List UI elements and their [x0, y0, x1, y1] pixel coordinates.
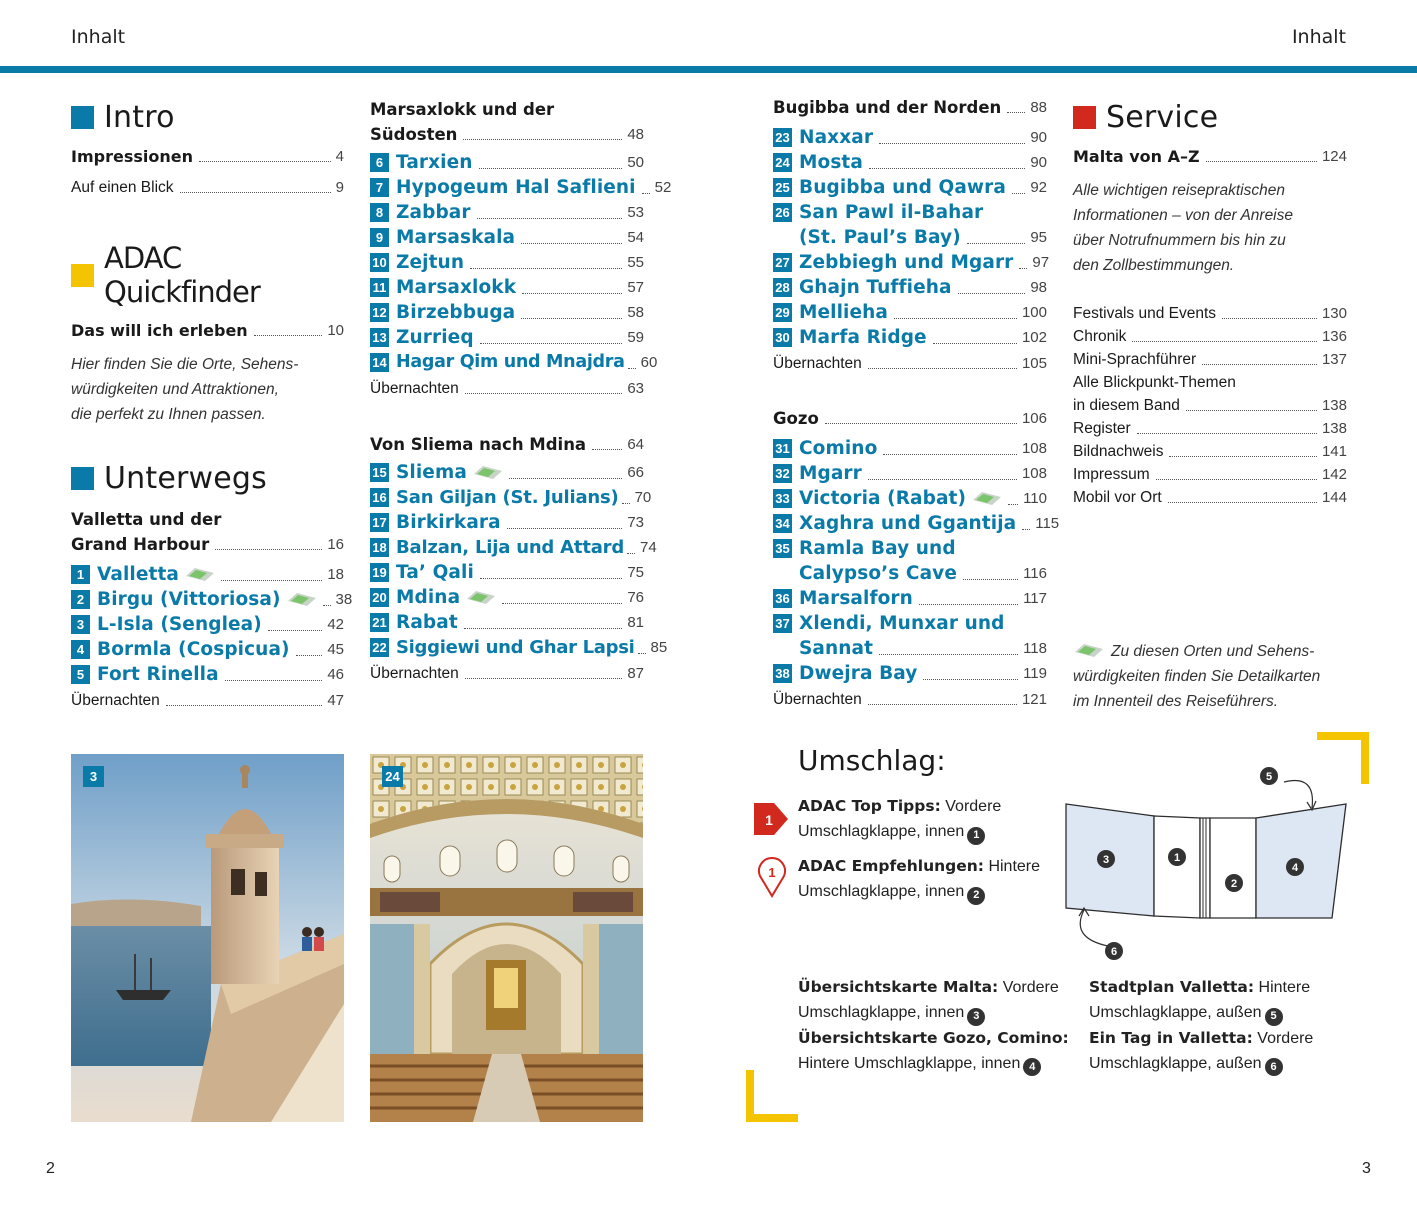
toc-row[interactable]: Mini-Sprachführer 137	[1073, 351, 1347, 368]
detail-map-icon	[473, 463, 503, 481]
diagram-number: 2	[1230, 878, 1238, 890]
toc-entry[interactable]: 3 L-Isla (Senglea) 42	[71, 612, 344, 637]
empfehlung-pin-icon	[756, 856, 788, 898]
cover-item-valletta: Stadtplan Valletta: Hintere Umschlagklappe, außen 5 Ein Tag in Valletta: Vordere Umschlagklappe, außen 6	[1089, 975, 1313, 1076]
photo-senglea-watchtower	[71, 754, 344, 1122]
corner-mark-bottom-left	[746, 1070, 798, 1122]
header-rule	[0, 66, 1417, 73]
rotunda-illustration	[370, 754, 643, 1122]
toc-entry[interactable]: 6 Tarxien 50	[370, 150, 644, 175]
toc-entry[interactable]: 31 Comino 108	[773, 436, 1047, 461]
umschlag-title: Umschlag:	[798, 744, 946, 777]
toc-row[interactable]: Festivals und Events 130	[1073, 305, 1347, 322]
toc-entry[interactable]: 27 Zebbiegh und Mgarr 97	[773, 250, 1047, 275]
toc-entry[interactable]: 19 Ta’ Qali 75	[370, 560, 644, 585]
toc-row[interactable]: Malta von A–Z 124	[1073, 147, 1347, 166]
toc-entry[interactable]: 17 Birkirkara 73	[370, 510, 644, 535]
page-number-right: 3	[1362, 1160, 1371, 1177]
cover-number-badge: 6	[1265, 1058, 1283, 1076]
map-legend-note: Zu diesen Orten und Sehens- würdigkeiten finden Sie Detailkarten im Innenteil des Reiseführers.	[1073, 643, 1321, 710]
top-tipp-marker-number: 1	[765, 812, 773, 828]
toc-row[interactable]: Übernachten 63	[370, 380, 644, 397]
cover-number-badge: 2	[967, 887, 985, 905]
diagram-number: 1	[1173, 852, 1181, 864]
toc-entry[interactable]: 1 Valletta 18	[71, 562, 344, 587]
cover-number-badge: 1	[967, 827, 985, 845]
toc-row[interactable]: Mobil vor Ort 144	[1073, 489, 1347, 506]
detail-map-icon	[287, 590, 317, 608]
toc-entry[interactable]: 37 Xlendi, Munxar und	[773, 611, 1047, 636]
cover-number-badge: 4	[1023, 1058, 1041, 1076]
section-heading-quickfinder: ADAC Quickfinder	[71, 241, 344, 309]
section-heading-intro: Intro	[71, 100, 344, 135]
diagram-number: 5	[1265, 771, 1273, 783]
toc-column-1	[71, 96, 353, 712]
cover-item-maps: Übersichtskarte Malta: Vordere Umschlagklappe, innen 3 Übersichtskarte Gozo, Comino: Hintere Umschlagklappe, innen 4	[798, 975, 1069, 1076]
toc-row[interactable]: Register 138	[1073, 420, 1347, 437]
toc-entry[interactable]: 4 Bormla (Cospicua) 45	[71, 637, 344, 662]
toc-entry[interactable]: 21 Rabat 81	[370, 610, 644, 635]
toc-column-3	[773, 96, 1060, 711]
toc-entry-continued[interactable]: (St. Paul’s Bay) 95	[799, 227, 1047, 248]
toc-row[interactable]: Impressionen 4	[71, 147, 344, 166]
toc-entry[interactable]: 2 Birgu (Vittoriosa) 38	[71, 587, 344, 612]
cover-fold-diagram	[1058, 760, 1358, 965]
toc-entry[interactable]: 32 Mgarr 108	[773, 461, 1047, 486]
section-square-icon	[71, 264, 94, 287]
photo-mosta-rotunda	[370, 754, 643, 1122]
toc-region-row[interactable]: Südosten 48	[370, 125, 644, 144]
toc-region-row[interactable]: Grand Harbour 16	[71, 535, 344, 554]
toc-entry[interactable]: 9 Marsaskala 54	[370, 225, 644, 250]
toc-entry[interactable]: 20 Mdina 76	[370, 585, 644, 610]
diagram-number: 3	[1102, 854, 1110, 866]
toc-row[interactable]: Chronik 136	[1073, 328, 1347, 345]
toc-row-line[interactable]: Alle Blickpunkt-Themen	[1073, 374, 1236, 391]
region-title-line: Valletta und der	[71, 510, 222, 529]
service-description: Alle wichtigen reisepraktischen Informationen – von der Anreise über Notrufnummern bis hin zu den Zollbestimmungen.	[1073, 182, 1293, 274]
detail-map-icon	[972, 489, 1002, 507]
cover-item-empfehlungen: ADAC Empfehlungen: Hintere Umschlagklappe, innen 2	[798, 854, 1040, 905]
toc-entry[interactable]: 36 Marsalforn 117	[773, 586, 1047, 611]
toc-row[interactable]: in diesem Band 138	[1073, 397, 1347, 414]
toc-entry[interactable]: 7 Hypogeum Hal Saflieni 52	[370, 175, 644, 200]
toc-entry[interactable]: 16 San Giljan (St. Julians) 70	[370, 485, 644, 510]
toc-entry[interactable]: 22 Siggiewi und Ghar Lapsi 85	[370, 635, 644, 660]
detail-map-icon	[185, 565, 215, 583]
section-heading-unterwegs: Unterwegs	[71, 461, 344, 496]
toc-entry[interactable]: 26 San Pawl il-Bahar	[773, 200, 1047, 225]
toc-entry[interactable]: 35 Ramla Bay und	[773, 536, 1047, 561]
toc-row[interactable]: Impressum 142	[1073, 466, 1347, 483]
toc-entry[interactable]: 12 Birzebbuga 58	[370, 300, 644, 325]
toc-entry[interactable]: 33 Victoria (Rabat) 110	[773, 486, 1047, 511]
toc-entry[interactable]: 28 Ghajn Tuffieha 98	[773, 275, 1047, 300]
toc-entry[interactable]: 13 Zurrieq 59	[370, 325, 644, 350]
page-number-left: 2	[46, 1160, 55, 1177]
section-heading-service: Service	[1073, 100, 1347, 135]
toc-entry-continued[interactable]: Sannat 118	[799, 638, 1047, 659]
toc-region-row[interactable]: Von Sliema nach Mdina 64	[370, 435, 644, 454]
toc-row[interactable]: Bildnachweis 141	[1073, 443, 1347, 460]
toc-entry[interactable]: 29 Mellieha 100	[773, 300, 1047, 325]
toc-entry[interactable]: 10 Zejtun 55	[370, 250, 644, 275]
toc-column-4	[1073, 96, 1347, 718]
toc-entry[interactable]: 25 Bugibba und Qawra 92	[773, 175, 1047, 200]
toc-row[interactable]: Übernachten 87	[370, 665, 644, 682]
toc-entry[interactable]: 14 Hagar Qim und Mnajdra 60	[370, 350, 644, 375]
toc-entry[interactable]: 15 Sliema 66	[370, 460, 644, 485]
region-title-line: Marsaxlokk und der	[370, 100, 555, 119]
toc-entry[interactable]: 38 Dwejra Bay 119	[773, 661, 1047, 686]
toc-entry[interactable]: 11 Marsaxlokk 57	[370, 275, 644, 300]
toc-row[interactable]: Übernachten 121	[773, 691, 1047, 708]
quickfinder-description: Hier finden Sie die Orte, Sehens- würdigkeiten und Attraktionen, die perfekt zu Ihnen passen.	[71, 356, 299, 423]
diagram-number: 4	[1291, 862, 1299, 874]
photo-number-badge: 24	[382, 766, 403, 787]
detail-map-icon	[466, 588, 496, 606]
toc-row[interactable]: Übernachten 105	[773, 355, 1047, 372]
toc-region-row[interactable]: Gozo 106	[773, 409, 1047, 428]
photo-number-badge: 3	[83, 766, 104, 787]
cover-item-top-tipps: ADAC Top Tipps: Vordere Umschlagklappe, innen 1	[798, 794, 1001, 845]
watchtower-illustration	[71, 754, 344, 1122]
cover-number-badge: 3	[967, 1008, 985, 1026]
empfehlung-marker-number: 1	[768, 865, 776, 880]
toc-entry[interactable]: 5 Fort Rinella 46	[71, 662, 344, 687]
section-square-icon	[1073, 106, 1096, 129]
section-square-icon	[71, 106, 94, 129]
toc-entry[interactable]: 18 Balzan, Lija und Attard 74	[370, 535, 644, 560]
toc-entry[interactable]: 34 Xaghra und Ggantija 115	[773, 511, 1047, 536]
toc-row[interactable]: Übernachten 47	[71, 692, 344, 709]
running-head-left: Inhalt	[71, 26, 126, 48]
diagram-number: 6	[1110, 946, 1118, 958]
toc-row[interactable]: Das will ich erleben 10	[71, 321, 344, 340]
section-square-icon	[71, 467, 94, 490]
running-head-right: Inhalt	[1291, 26, 1346, 48]
toc-row[interactable]: Auf einen Blick 9	[71, 179, 344, 196]
toc-entry[interactable]: 30 Marfa Ridge 102	[773, 325, 1047, 350]
toc-entry[interactable]: 8 Zabbar 53	[370, 200, 644, 225]
toc-entry-continued[interactable]: Calypso’s Cave 116	[799, 563, 1047, 584]
toc-column-2	[370, 96, 672, 685]
toc-region-row[interactable]: Bugibba und der Norden 88	[773, 98, 1047, 117]
detail-map-icon	[1073, 641, 1105, 659]
toc-entry[interactable]: 24 Mosta 90	[773, 150, 1047, 175]
top-tipp-arrow-icon	[754, 797, 790, 841]
toc-entry[interactable]: 23 Naxxar 90	[773, 125, 1047, 150]
cover-number-badge: 5	[1265, 1008, 1283, 1026]
